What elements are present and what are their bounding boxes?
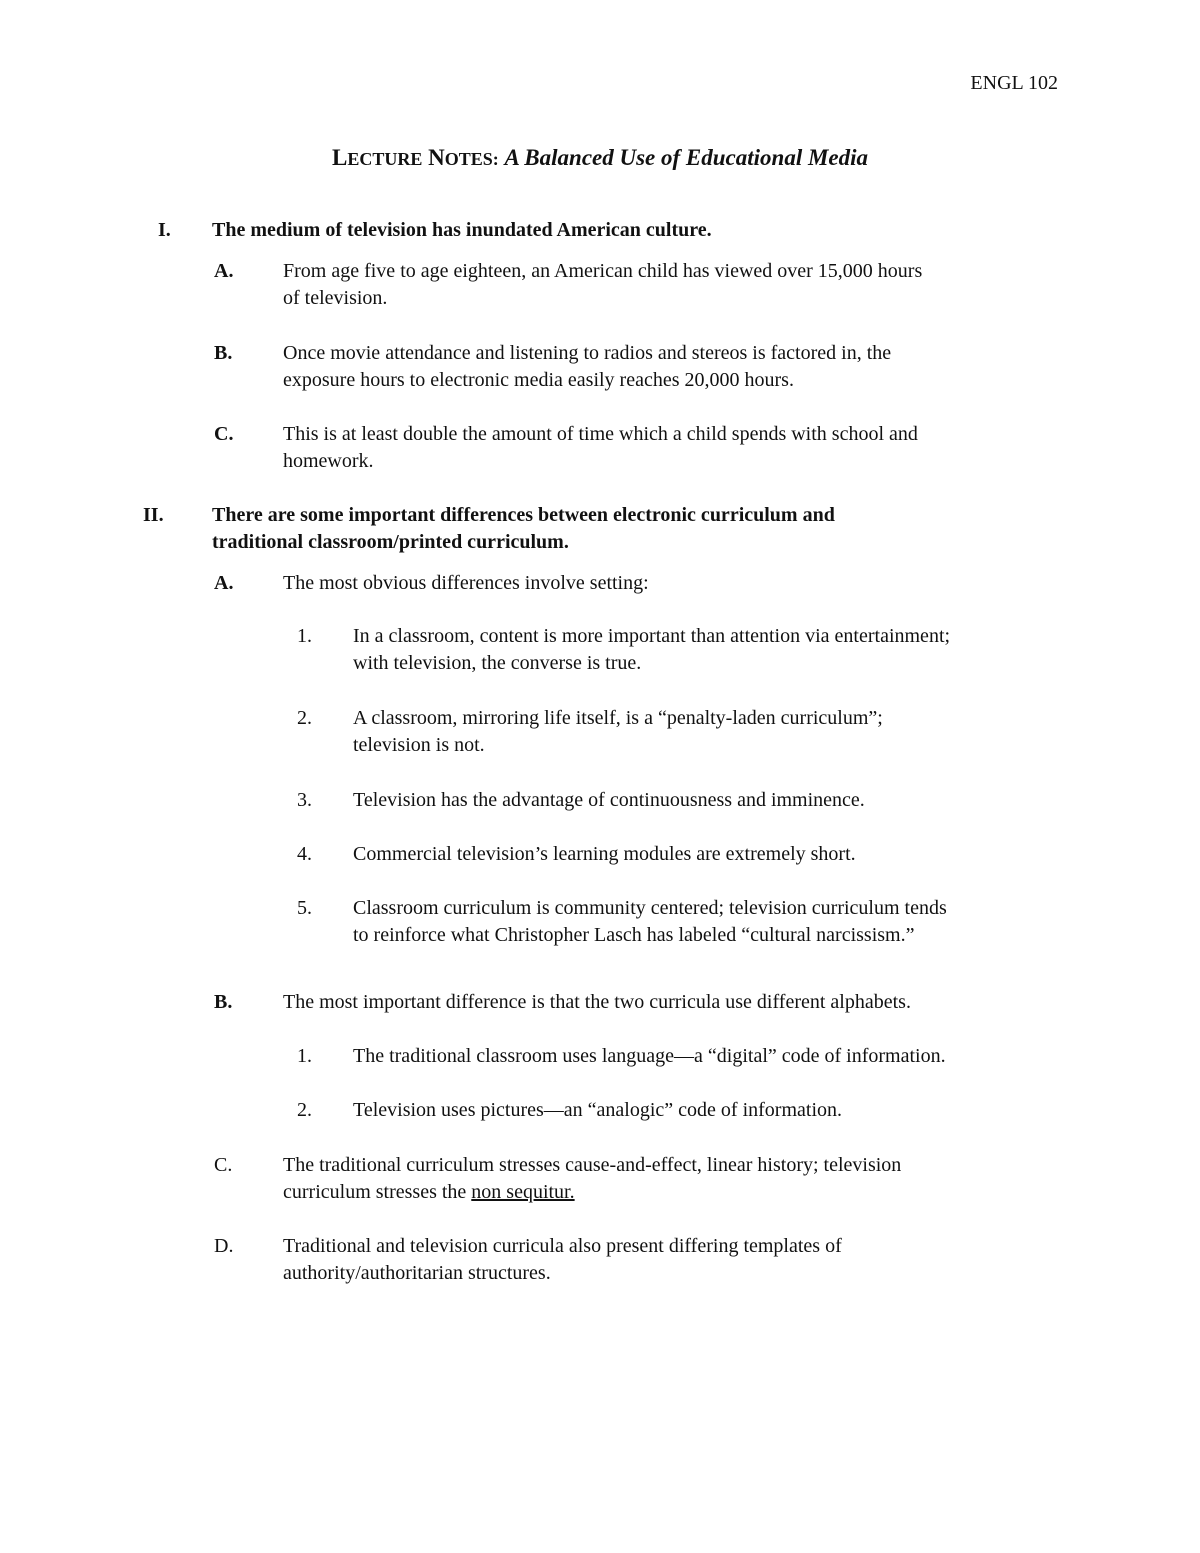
- item-text: [283, 1152, 1073, 1206]
- sub-item-marker: 2.: [297, 1099, 312, 1121]
- title-italic: A Balanced Use of Educational Media: [504, 145, 869, 170]
- item-marker: A.: [214, 260, 234, 282]
- course-code: ENGL 102: [970, 72, 1058, 94]
- item-line-1: From age five to age eighteen, an American child has viewed over 15,000 hours: [283, 260, 923, 282]
- sub-item-line-2: to reinforce what Christopher Lasch has labeled “cultural narcissism.”: [353, 924, 915, 946]
- item-line-1: The traditional curriculum stresses cause-and-effect, linear history; television: [283, 1154, 902, 1176]
- sub-item-marker: 2.: [297, 707, 312, 729]
- sub-item-marker: 1.: [297, 625, 312, 647]
- title-initial-n: N: [428, 145, 445, 170]
- item-line-1: This is at least double the amount of time which a child spends with school and: [283, 423, 918, 445]
- sub-item-marker: 4.: [297, 843, 312, 865]
- item-line-2: of television.: [283, 287, 388, 309]
- section-2-marker: II.: [143, 504, 164, 526]
- sub-item-text: [353, 705, 1075, 759]
- item-marker: B.: [214, 991, 233, 1013]
- document-title: [0, 143, 1200, 174]
- item-marker: A.: [214, 572, 234, 594]
- sub-item-text: Television uses pictures—an “analogic” code of information.: [353, 1099, 842, 1121]
- item-text: The most important difference is that the two curricula use different alphabets.: [283, 991, 911, 1013]
- item-marker: D.: [214, 1235, 234, 1257]
- title-smallcaps-ecture: ECTURE: [347, 149, 423, 169]
- item-marker: C.: [214, 1154, 233, 1176]
- sub-item-line-1: A classroom, mirroring life itself, is a “penalty-laden curriculum”;: [353, 707, 883, 729]
- item-marker: B.: [214, 342, 233, 364]
- underlined-term: non sequitur.: [471, 1181, 575, 1203]
- item-text: [283, 1233, 1073, 1287]
- item-text: [283, 421, 1073, 475]
- item-text: [283, 340, 1073, 394]
- sub-item-text: Commercial television’s learning modules are extremely short.: [353, 843, 856, 865]
- item-text: [283, 258, 1073, 312]
- sub-item-text: Television has the advantage of continuousness and imminence.: [353, 789, 865, 811]
- item-line-2-prefix: curriculum stresses the: [283, 1181, 472, 1203]
- sub-item-marker: 5.: [297, 897, 312, 919]
- heading-line-1: There are some important differences between electronic curriculum and: [212, 504, 835, 526]
- sub-item-line-2: television is not.: [353, 734, 485, 756]
- sub-item-marker: 1.: [297, 1045, 312, 1067]
- sub-item-marker: 3.: [297, 789, 312, 811]
- title-initial-l: L: [331, 145, 348, 170]
- item-line-2: exposure hours to electronic media easily reaches 20,000 hours.: [283, 369, 794, 391]
- section-2-heading: [212, 502, 1052, 556]
- sub-item-line-1: In a classroom, content is more important than attention via entertainment;: [353, 625, 951, 647]
- item-line-1: Traditional and television curricula also present differing templates of: [283, 1235, 842, 1257]
- sub-item-text: The traditional classroom uses language—a “digital” code of information.: [353, 1045, 946, 1067]
- item-line-2: homework.: [283, 450, 374, 472]
- item-line-2: authority/authoritarian structures.: [283, 1262, 551, 1284]
- sub-item-text: [353, 895, 1075, 949]
- item-line-1: Once movie attendance and listening to radios and stereos is factored in, the: [283, 342, 892, 364]
- sub-item-text: [353, 623, 1075, 677]
- title-smallcaps-otes: OTES:: [444, 149, 499, 169]
- item-marker: C.: [214, 423, 234, 445]
- sub-item-line-1: Classroom curriculum is community centered; television curriculum tends: [353, 897, 947, 919]
- section-1-marker: I.: [158, 219, 171, 241]
- section-1-heading: The medium of television has inundated American culture.: [212, 219, 712, 241]
- item-text: The most obvious differences involve setting:: [283, 572, 649, 594]
- heading-line-2: traditional classroom/printed curriculum.: [212, 531, 569, 553]
- sub-item-line-2: with television, the converse is true.: [353, 652, 642, 674]
